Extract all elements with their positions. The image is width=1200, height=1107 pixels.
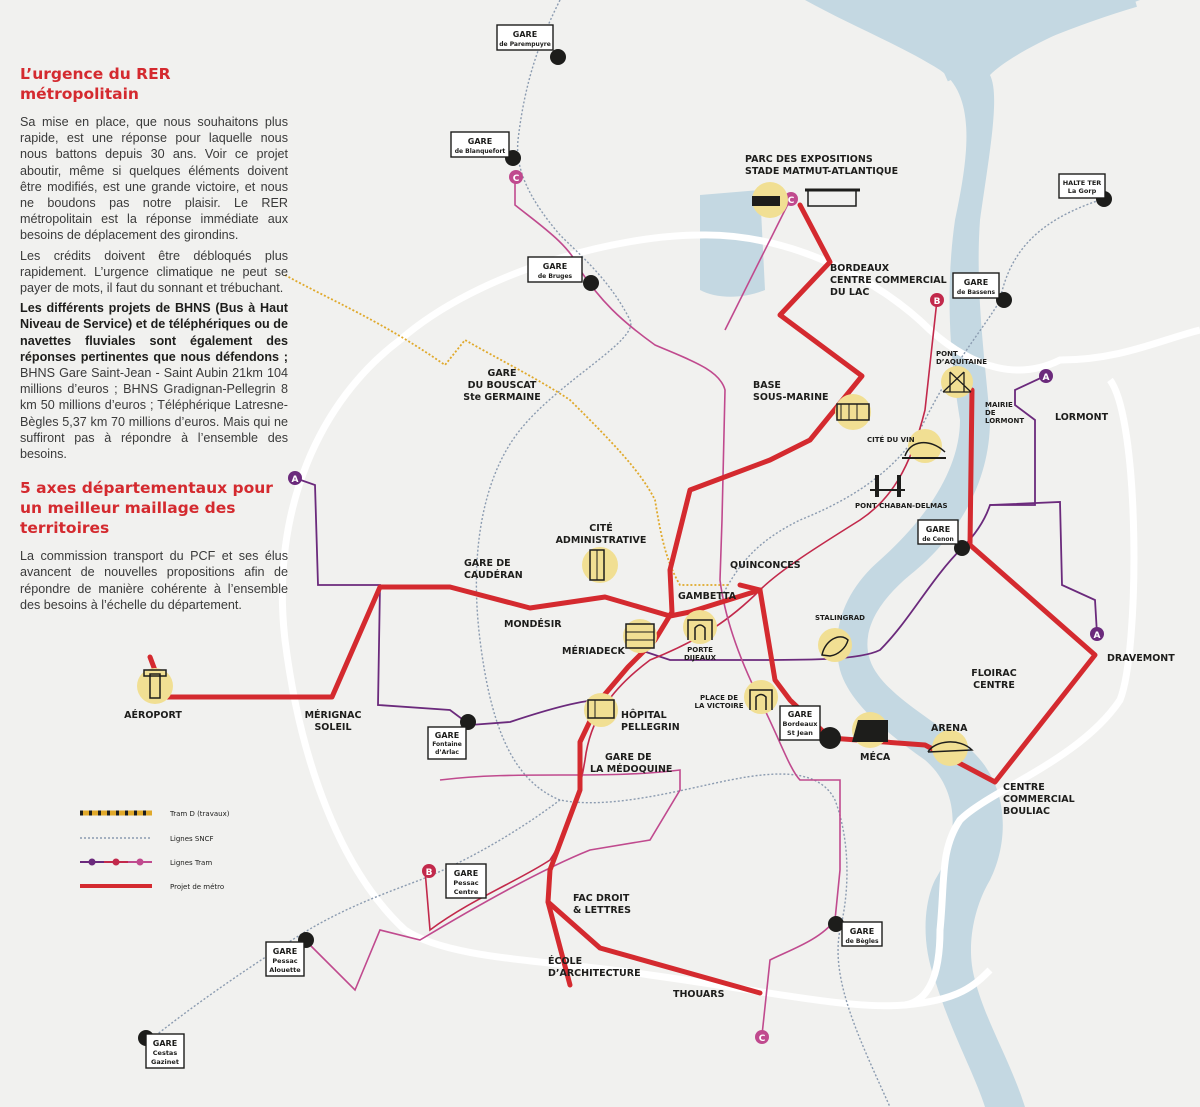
legend-tram xyxy=(80,859,212,868)
svg-text:C: C xyxy=(787,196,795,206)
svg-text:COMMERCIAL: COMMERCIAL xyxy=(1003,794,1075,805)
svg-text:C: C xyxy=(758,1034,766,1044)
gare-pessac-alouette-box xyxy=(266,942,304,976)
hopital-pellegrin-icon xyxy=(584,693,618,727)
svg-text:PELLEGRIN: PELLEGRIN xyxy=(621,722,680,733)
svg-text:Bordeaux: Bordeaux xyxy=(782,720,818,728)
label-hopital: HÔPITAL xyxy=(621,710,667,721)
meca-icon xyxy=(852,712,888,748)
svg-text:de Cenon: de Cenon xyxy=(922,536,954,543)
label-merignac: MÉRIGNAC xyxy=(304,710,362,721)
svg-text:Pessac: Pessac xyxy=(453,879,479,887)
svg-text:Cestas: Cestas xyxy=(152,1049,178,1057)
svg-text:GARE: GARE xyxy=(925,525,951,534)
svg-text:GARE: GARE xyxy=(963,278,989,287)
cite-du-vin-icon xyxy=(902,429,946,463)
svg-text:de Bègles: de Bègles xyxy=(845,938,879,945)
label-quinconces: QUINCONCES xyxy=(730,560,801,571)
train-icon xyxy=(583,275,599,291)
label-mondesir: MONDÉSIR xyxy=(504,619,562,630)
label-base-sous-marine: BASE xyxy=(753,380,781,391)
paragraph-rer-1: Sa mise en place, que nous souhaitons plus rapide, est une réponse pour laquelle nous nous battons depuis 30 ans. Voir ce projet aboutir, même si quelques éléments doivent être modifiés, est une grande victoire, et nous ne boudons pas notre plaisir. Le RER métropolitain est la réponse immédiate aux besoins de déplacement des girondins. xyxy=(20,115,288,243)
svg-text:SOLEIL: SOLEIL xyxy=(314,722,352,733)
label-arena: ARENA xyxy=(931,723,968,734)
svg-text:LORMONT: LORMONT xyxy=(985,417,1025,425)
label-bouliac: CENTRE xyxy=(1003,782,1045,793)
label-gare-cauderan: GARE DE xyxy=(464,558,511,569)
svg-text:Gazinet: Gazinet xyxy=(151,1058,179,1066)
svg-text:D’ARCHITECTURE: D’ARCHITECTURE xyxy=(548,968,641,979)
svg-text:SOUS-MARINE: SOUS-MARINE xyxy=(753,392,829,403)
label-meca: MÉCA xyxy=(860,752,891,763)
svg-text:C: C xyxy=(512,174,520,184)
svg-text:BOULIAC: BOULIAC xyxy=(1003,806,1050,817)
line-marker-a-dravemont xyxy=(1090,627,1104,641)
svg-text:HALTE TER: HALTE TER xyxy=(1062,179,1102,187)
gare-blanquefort-box xyxy=(451,132,509,157)
label-aeroport: AÉROPORT xyxy=(124,710,182,721)
label-porte-dijeaux: PORTE xyxy=(687,646,713,654)
svg-text:Ste GERMAINE: Ste GERMAINE xyxy=(463,392,541,403)
svg-text:B: B xyxy=(933,297,941,307)
place-victoire-icon xyxy=(744,680,778,714)
label-bordeaux-lac: BORDEAUX xyxy=(830,263,890,274)
svg-text:A: A xyxy=(1093,631,1101,641)
label-pont-chaban: PONT CHABAN-DELMAS xyxy=(855,502,948,510)
text-panel xyxy=(20,64,288,617)
label-gare-bouscat: GARE xyxy=(487,368,517,379)
svg-text:A: A xyxy=(1042,373,1050,383)
svg-text:CAUDÉRAN: CAUDÉRAN xyxy=(464,570,523,581)
svg-text:DE: DE xyxy=(985,409,996,417)
svg-text:D’AQUITAINE: D’AQUITAINE xyxy=(936,358,988,366)
label-cite-vin: CITÉ DU VIN xyxy=(867,436,915,444)
gare-pessac-centre-box xyxy=(446,864,486,898)
line-marker-b-south xyxy=(422,864,436,878)
svg-text:GARE: GARE xyxy=(453,869,479,878)
svg-text:DU BOUSCAT: DU BOUSCAT xyxy=(467,380,537,391)
svg-text:LA MÉDOQUINE: LA MÉDOQUINE xyxy=(590,764,673,775)
svg-text:LA VICTOIRE: LA VICTOIRE xyxy=(694,702,744,710)
paragraph-rer-3-rest: BHNS Gare Saint-Jean - Saint Aubin 21km 104 millions d’euros ; BHNS Gradignan-Pellegrin 8 km 50 millions d’euros ; Téléphérique Latresne-Bègles 5,37 km 70 millions d’euros. Mais qui ne suffiront pas à répondre à l’ensemble des besoins. xyxy=(20,366,288,462)
porte-dijeaux-icon xyxy=(683,610,717,644)
pont-chaban-icon xyxy=(870,475,905,497)
pont-aquitaine-icon xyxy=(941,366,973,398)
label-thouars: THOUARS xyxy=(673,989,725,1000)
svg-text:GARE: GARE xyxy=(542,262,568,271)
halte-ter-box xyxy=(1059,174,1105,198)
svg-text:GARE: GARE xyxy=(467,137,493,146)
label-lormont: LORMONT xyxy=(1055,412,1109,423)
gare-bruges-box xyxy=(528,257,582,282)
label-parc-expo-2: STADE MATMUT-ATLANTIQUE xyxy=(745,166,899,177)
svg-text:Lignes SNCF: Lignes SNCF xyxy=(170,835,214,843)
svg-text:Fontaine: Fontaine xyxy=(432,741,462,748)
line-marker-b-north xyxy=(930,293,944,307)
svg-text:de Bruges: de Bruges xyxy=(537,273,573,280)
cite-administrative-icon xyxy=(582,547,618,583)
train-icon xyxy=(550,49,566,65)
svg-text:B: B xyxy=(425,868,433,878)
svg-text:GARE: GARE xyxy=(512,30,538,39)
label-pont-aquitaine: PONT xyxy=(936,350,958,358)
gare-st-jean-box xyxy=(780,706,820,740)
svg-text:GARE: GARE xyxy=(787,710,813,719)
train-icon xyxy=(819,727,841,749)
svg-text:GARE: GARE xyxy=(272,947,298,956)
label-parc-expo: PARC DES EXPOSITIONS xyxy=(745,154,873,165)
svg-text:d’Arlac: d’Arlac xyxy=(435,749,459,756)
label-place-victoire: PLACE DE xyxy=(700,694,738,702)
svg-text:de Parempuyre: de Parempuyre xyxy=(499,41,551,48)
label-ecole-archi: ÉCOLE xyxy=(548,956,583,967)
heading-axes: 5 axes départementaux pour un meilleur maillage des territoires xyxy=(20,479,273,538)
svg-text:Centre: Centre xyxy=(453,888,479,896)
submarine-base-icon xyxy=(835,394,871,430)
meriadeck-icon xyxy=(623,619,657,653)
svg-text:Alouette: Alouette xyxy=(269,966,301,974)
legend-tram-d xyxy=(80,810,230,818)
paragraph-rer-2: Les crédits doivent être débloqués plus rapidement. L’urgence climatique ne peut se payer de mots, il faut du sonnant et trébuchant. xyxy=(20,248,288,296)
svg-text:CENTRE COMMERCIAL: CENTRE COMMERCIAL xyxy=(830,275,947,286)
legend xyxy=(80,810,230,891)
gare-parempuyre-box xyxy=(497,25,553,50)
label-mairie-lormont: MAIRIE xyxy=(985,401,1013,409)
svg-text:Pessac: Pessac xyxy=(272,957,298,965)
svg-text:ADMINISTRATIVE: ADMINISTRATIVE xyxy=(555,535,647,546)
svg-text:CENTRE: CENTRE xyxy=(973,680,1015,691)
stalingrad-lion-icon xyxy=(818,628,852,662)
svg-text:GARE: GARE xyxy=(152,1039,178,1048)
svg-text:GARE: GARE xyxy=(849,927,875,936)
svg-text:de Blanquefort: de Blanquefort xyxy=(454,148,506,155)
svg-text:de Bassens: de Bassens xyxy=(956,289,996,296)
svg-text:Projet de métro: Projet de métro xyxy=(170,883,225,891)
label-fac-droit: FAC DROIT xyxy=(573,893,630,904)
label-floirac: FLOIRAC xyxy=(971,668,1017,679)
label-stalingrad: STALINGRAD xyxy=(815,614,865,622)
svg-text:& LETTRES: & LETTRES xyxy=(573,905,631,916)
gare-bassens-box xyxy=(953,273,999,298)
gare-cenon-box xyxy=(918,520,958,544)
svg-text:Lignes Tram: Lignes Tram xyxy=(170,859,213,867)
line-marker-a-lormont xyxy=(1039,369,1053,383)
label-medoquine: GARE DE xyxy=(605,752,652,763)
gare-begles-box xyxy=(842,922,882,946)
line-marker-c-north xyxy=(509,170,523,184)
svg-text:Tram D (travaux): Tram D (travaux) xyxy=(170,810,230,818)
svg-text:St Jean: St Jean xyxy=(787,729,813,737)
label-gambetta: GAMBETTA xyxy=(678,591,737,602)
heading-rer: L’urgence du RER métropolitain xyxy=(20,65,171,103)
paragraph-rer-3 xyxy=(20,300,288,462)
line-marker-c-south xyxy=(755,1030,769,1044)
line-markers xyxy=(288,170,1104,1044)
label-cite-admin: CITÉ xyxy=(589,523,613,534)
legend-metro xyxy=(80,883,224,891)
gare-cestas-box xyxy=(146,1034,184,1068)
legend-sncf xyxy=(80,835,214,843)
svg-text:GARE: GARE xyxy=(434,731,460,740)
paragraph-axes: La commission transport du PCF et ses élus avancent de nouvelles propositions afin de répondre de manière cohérente à l’ensemble des besoins à l’échelle du département. xyxy=(20,549,288,612)
tram-d-line xyxy=(285,275,730,585)
label-meriadeck: MÉRIADECK xyxy=(562,646,625,657)
svg-text:DIJEAUX: DIJEAUX xyxy=(683,654,717,662)
label-dravemont: DRAVEMONT xyxy=(1107,653,1175,664)
ring-road xyxy=(282,235,1200,1006)
gare-fontaine-box xyxy=(428,727,466,759)
airport-tower-icon xyxy=(137,668,173,704)
paragraph-rer-3-bold: Les différents projets de BHNS (Bus à Haut Niveau de Service) et de téléphériques ou de navettes fluviales sont également des réponses pertinentes que nous défendons ; xyxy=(20,301,288,364)
svg-text:La Gorp: La Gorp xyxy=(1067,187,1097,195)
svg-text:DU LAC: DU LAC xyxy=(830,287,870,298)
line-marker-a-west xyxy=(288,471,302,485)
svg-text:A: A xyxy=(291,475,299,485)
